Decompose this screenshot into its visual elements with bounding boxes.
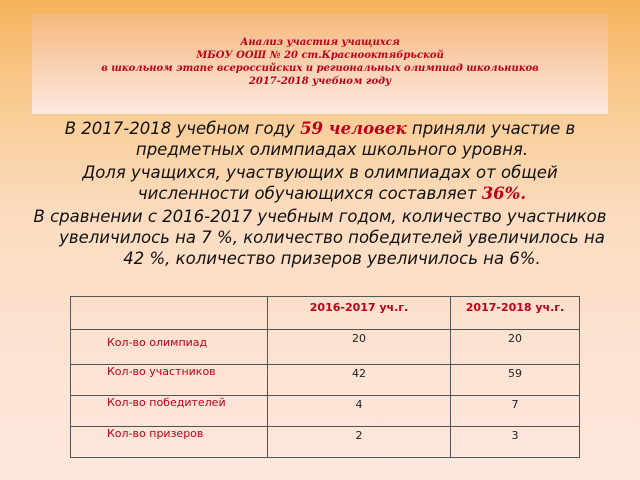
title-line-3: в школьном этапе всероссийских и региональных олимпиад школьников — [101, 63, 539, 74]
table-row — [71, 427, 580, 458]
cell-value: 20 — [451, 330, 580, 365]
paragraph-text: приняли участие в предметных олимпиадах школьного уровня. — [135, 119, 576, 159]
paragraph-text: Доля учащихся, участвующих в олимпиадах от общей численности обучающихся составляет — [82, 163, 558, 203]
cell-value: 2 — [268, 427, 451, 458]
table-row — [71, 365, 580, 396]
row-label: Кол-во олимпиад — [71, 330, 268, 365]
title-band — [32, 14, 608, 114]
highlight-participants: 59 человек — [300, 119, 407, 138]
row-label: Кол-во участников — [71, 365, 268, 396]
title-line-1: Анализ участия учащихся — [240, 37, 400, 48]
cell-value: 4 — [268, 396, 451, 427]
paragraph-share — [30, 162, 610, 204]
body-text — [30, 118, 610, 271]
cell-value: 3 — [451, 427, 580, 458]
title-line-2: МБОУ ООШ № 20 ст.Краснооктябрьской — [196, 50, 444, 61]
paragraph-text: В 2017-2018 учебном году — [64, 119, 301, 138]
cell-value: 7 — [451, 396, 580, 427]
cell-value: 20 — [268, 330, 451, 365]
row-label: Кол-во призеров — [71, 427, 268, 458]
cell-value: 59 — [451, 365, 580, 396]
cell-value: 42 — [268, 365, 451, 396]
row-label: Кол-во победителей — [71, 396, 268, 427]
table-row — [71, 330, 580, 365]
header-cell-empty — [71, 297, 268, 330]
highlight-share: 36%. — [481, 184, 527, 203]
header-cell-2016: 2016-2017 уч.г. — [268, 297, 451, 330]
header-cell-2017: 2017-2018 уч.г. — [451, 297, 580, 330]
paragraph-participants — [30, 118, 610, 160]
table-header-row — [71, 297, 580, 330]
table-row — [71, 396, 580, 427]
paragraph-comparison: В сравнении с 2016-2017 учебным годом, количество участников увеличилось на 7 %, количество победителей увеличилось на 42 %, количество призеров увеличилось на 6%. — [33, 207, 607, 268]
stats-table — [70, 296, 580, 458]
title-line-4: 2017-2018 учебном году — [248, 76, 392, 87]
slide-title — [32, 36, 608, 88]
